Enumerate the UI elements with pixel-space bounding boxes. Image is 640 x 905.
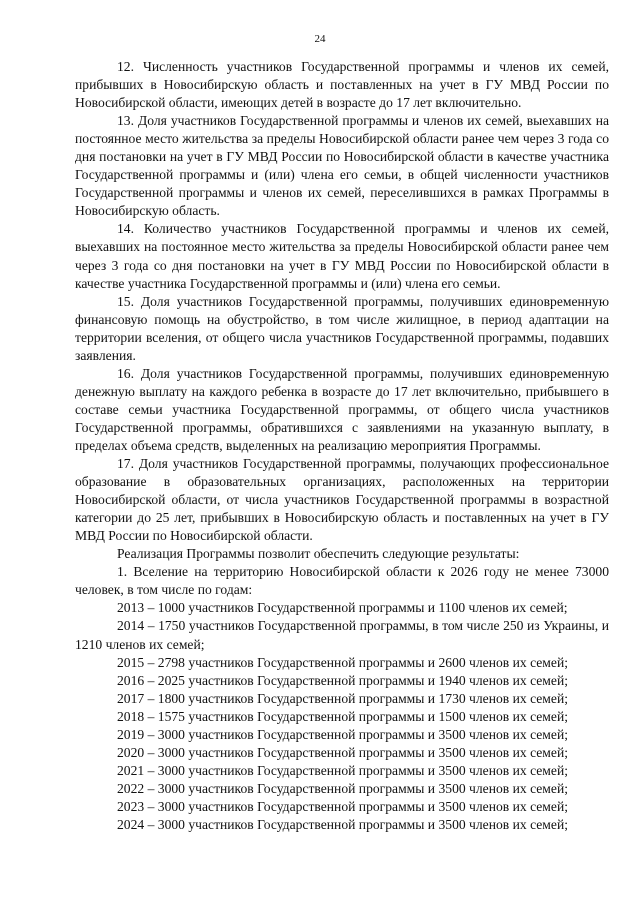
page-number: 24 [314, 33, 326, 45]
paragraph-result-1: 1. Вселение на территорию Новосибирской области к 2026 году не менее 73000 человек, в том числе по годам: [75, 564, 609, 598]
year-item: 2013 – 1000 участников Государственной программы и 1100 членов их семей; [117, 600, 568, 616]
year-item: 2020 – 3000 участников Государственной программы и 3500 членов их семей; [117, 744, 568, 760]
year-item: 2016 – 2025 участников Государственной программы и 1940 членов их семей; [117, 672, 568, 688]
paragraph-indicator-13: 13. Доля участников Государственной программы и членов их семей, выехавших на постоянное место жительства за пределы Новосибирской области ранее чем через 3 года со дня постановки на учет в ГУ МВД России по Новосибирской области в качестве участника Государственной программы и (или) члена его семьи, в общей численности участников Государственной программы и членов их семей, переселившихся в рамках Программы в Новосибирскую область. [75, 113, 609, 219]
document-body [75, 58, 609, 834]
paragraph-results-intro: Реализация Программы позволит обеспечить следующие результаты: [117, 546, 520, 562]
year-item: 2017 – 1800 участников Государственной программы и 1730 членов их семей; [117, 690, 568, 706]
paragraph-indicator-14: 14. Количество участников Государственной программы и членов их семей, выехавших на постоянное место жительства за пределы Новосибирской области ранее чем через 3 года со дня постановки на учет в ГУ МВД России по Новосибирской области в качестве участника Государственной программы и (или) члена его семьи. [75, 221, 609, 291]
paragraph-indicator-17: 17. Доля участников Государственной программы, получающих профессиональное образование в образовательных организациях, расположенных на территории Новосибирской области, от числа участников Государственной программы в возрастной категории до 25 лет, прибывших в Новосибирскую область и поставленных на учет в ГУ МВД России по Новосибирской области. [75, 456, 609, 544]
year-item: 2018 – 1575 участников Государственной программы и 1500 членов их семей; [117, 708, 568, 724]
year-item: 2019 – 3000 участников Государственной программы и 3500 членов их семей; [117, 726, 568, 742]
year-item: 2022 – 3000 участников Государственной программы и 3500 членов их семей; [117, 780, 568, 796]
paragraph-indicator-12: 12. Численность участников Государственной программы и членов их семей, прибывших в Новосибирскую область и поставленных на учет в ГУ МВД России по Новосибирской области, имеющих детей в возрасте до 17 лет включительно. [75, 59, 609, 111]
year-item: 2015 – 2798 участников Государственной программы и 2600 членов их семей; [117, 654, 568, 670]
year-item: 2023 – 3000 участников Государственной программы и 3500 членов их семей; [117, 798, 568, 814]
year-item: 2021 – 3000 участников Государственной программы и 3500 членов их семей; [117, 762, 568, 778]
year-item: 2014 – 1750 участников Государственной программы, в том числе 250 из Украины, и 1210 членов их семей; [75, 618, 609, 652]
year-list [75, 599, 609, 834]
year-item: 2024 – 3000 участников Государственной программы и 3500 членов их семей; [117, 816, 568, 832]
paragraph-indicator-16: 16. Доля участников Государственной программы, получивших единовременную денежную выплату на каждого ребенка в возрасте до 17 лет включительно, прибывшего в составе семьи участника Государственной программы, от общего числа участников Государственной программы, обратившихся с заявлениями на указанную выплату, в пределах объема средств, выделенных на реализацию мероприятия Программы. [75, 365, 609, 453]
paragraph-indicator-15: 15. Доля участников Государственной программы, получивших единовременную финансовую помощь на обустройство, в том числе жилищное, в период адаптации на территории вселения, от общего числа участников Государственной программы, подавших заявления. [75, 293, 609, 363]
